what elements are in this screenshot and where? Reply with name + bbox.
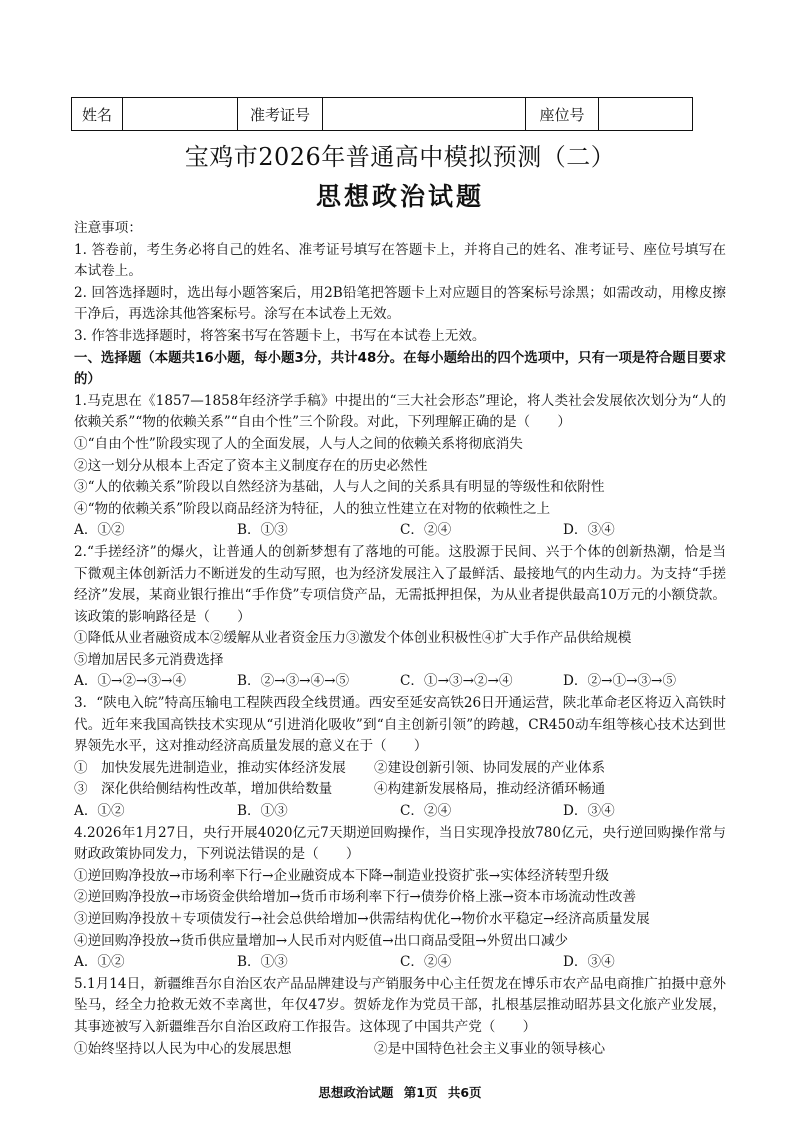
page-footer — [0, 1083, 800, 1101]
exam-content — [74, 218, 726, 1060]
name-field[interactable] — [123, 98, 238, 131]
option-c[interactable]: C．①→③→②→④ — [400, 673, 513, 690]
option-b[interactable]: B．②→③→④→⑤ — [237, 673, 350, 690]
seat-field[interactable] — [599, 98, 693, 131]
footer-total-pages: 共6页 — [447, 1085, 482, 1100]
option-d[interactable]: D．②→①→③→⑤ — [563, 673, 677, 690]
option-c[interactable]: C．②④ — [400, 522, 452, 539]
exam-number-field[interactable] — [323, 98, 526, 131]
option-a[interactable]: A．①→②→③→④ — [74, 673, 186, 690]
q1-statement: ②这一划分从根本上否定了资本主义制度存在的历史必然性 — [74, 457, 428, 474]
option-c[interactable]: C．②④ — [400, 803, 452, 820]
name-label: 姓名 — [72, 98, 123, 131]
question-4-stem: 4.2026年1月27日，央行开展4020亿元7天期逆回购操作，当日实现净投放780亿元，央行逆回购操作常与财政政策协同发力，下列说法错误的是（ ） — [74, 824, 726, 863]
q4-statement: ①逆回购净投放→市场利率下行→企业融资成本下降→制造业投资扩张→实体经济转型升级 — [74, 867, 609, 884]
exam-subtitle: 思想政治试题 — [315, 182, 484, 211]
q1-statement: ①“自由个性”阶段实现了人的全面发展，人与人之间的依赖关系将彻底消失 — [74, 435, 523, 452]
option-a[interactable]: A．①② — [74, 954, 125, 971]
q2-statement: ①降低从业者融资成本②缓解从业者资金压力③激发个体创业积极性④扩大手作产品供给规模 — [74, 630, 632, 647]
q1-statement: ③“人的依赖关系”阶段以自然经济为基础，人与人之间的关系具有明显的等级性和依附性 — [74, 479, 605, 496]
q3-statement-row — [74, 779, 726, 801]
option-a[interactable]: A．①② — [74, 522, 125, 539]
q1-options — [74, 520, 726, 542]
q5-statement: ①始终坚持以人民为中心的发展思想 — [74, 1040, 292, 1057]
q3-statement: ① 加快发展先进制造业，推动实体经济发展 — [74, 759, 346, 776]
exam-title: 宝鸡市2026年普通高中模拟预测（二） — [184, 143, 616, 171]
option-d[interactable]: D．③④ — [563, 803, 615, 820]
q3-statement: ④构建新发展格局，推动经济循环畅通 — [374, 781, 606, 798]
footer-page-number: 第1页 — [403, 1085, 438, 1100]
q5-statement-row — [74, 1039, 726, 1061]
option-a[interactable]: A．①② — [74, 803, 125, 820]
q3-statement: ③ 深化供给侧结构性改革，增加供给数量 — [74, 781, 333, 798]
q1-statement: ④“物的依赖关系”阶段以商品经济为特征，人的独立性建立在对物的依赖性之上 — [74, 500, 551, 517]
option-d[interactable]: D．③④ — [563, 954, 615, 971]
question-2-stem: 2.“手搓经济”的爆火，让普通人的创新梦想有了落地的可能。这股源于民间、兴于个体的创新热潮，恰是当下微观主体创新活力不断迸发的生动写照，也为经济发展注入了最鲜活、最接地气的内生动力。为支持“手搓经济”发展，某商业银行推出“手作贷”专项信贷产品，无需抵押担保，为从业者提供最高10万元的小额贷款。该政策的影响路径是（ ） — [74, 543, 726, 625]
option-b[interactable]: B．①③ — [237, 954, 288, 971]
q2-options — [74, 671, 726, 693]
candidate-info-table — [71, 97, 693, 131]
option-d[interactable]: D．③④ — [563, 522, 615, 539]
question-3-stem: 3．“陕电入皖”特高压输电工程陕西段全线贯通。西安至延安高铁26日开通运营，陕北革命老区将迈入高铁时代。近年来我国高铁技术实现从“引进消化吸收”到“自主创新引领”的跨越，CR450动车组等核心技术达到世界领先水平，这对推动经济高质量发展的意义在于（ ） — [74, 695, 726, 755]
question-5-stem: 5.1月14日，新疆维吾尔自治区农产品品牌建设与产销服务中心主任贺龙在博乐市农产品电商推广拍摄中意外坠马，经全力抢救无效不幸离世，年仅47岁。贺娇龙作为党员干部，扎根基层推动昭苏县文化旅产业发展，其事迹被写入新疆维吾尔自治区政府工作报告。这体现了中国共产党（ ） — [74, 975, 726, 1035]
section-heading: 一、选择题（本题共16小题，每小题3分，共计48分。在每小题给出的四个选项中，只有一项是符合题目要求的） — [74, 350, 726, 388]
footer-subject: 思想政治试题 — [318, 1085, 394, 1100]
note-item: 2. 回答选择题时，选出每小题答案后，用2B铅笔把答题卡上对应题目的答案标号涂黑；如需改动，用橡皮擦干净后，再选涂其他答案标号。涂写在本试卷上无效。 — [74, 284, 726, 323]
note-item: 3. 作答非选择题时，将答案书写在答题卡上，书写在本试卷上无效。 — [74, 327, 486, 344]
option-b[interactable]: B．①③ — [237, 803, 288, 820]
q4-statement: ③逆回购净投放＋专项债发行→社会总供给增加→供需结构优化→物价水平稳定→经济高质量发展 — [74, 911, 650, 927]
option-c[interactable]: C．②④ — [400, 954, 452, 971]
question-1-stem: 1.马克思在《1857—1858年经济学手稿》中提出的“三大社会形态”理论，将人类社会发展依次划分为“人的依赖关系”“物的依赖关系”“自由个性”三个阶段。对此，下列理解正确的是（ ） — [74, 392, 726, 431]
q4-statement: ④逆回购净投放→货币供应量增加→人民币对内贬值→出口商品受阻→外贸出口减少 — [74, 932, 569, 949]
seat-label: 座位号 — [526, 98, 599, 131]
q3-options — [74, 801, 726, 823]
q3-statement-row — [74, 758, 726, 780]
q2-statement: ⑤增加居民多元消费选择 — [74, 651, 224, 668]
exam-number-label: 准考证号 — [238, 98, 323, 131]
q3-statement: ②建设创新引领、协同发展的产业体系 — [374, 759, 606, 776]
q5-statement: ②是中国特色社会主义事业的领导核心 — [374, 1040, 606, 1057]
notes-heading: 注意事项： — [74, 220, 142, 236]
q4-statement: ②逆回购净投放→市场资金供给增加→货币市场利率下行→债券价格上涨→资本市场流动性改善 — [74, 889, 637, 906]
note-item: 1. 答卷前，考生务必将自己的姓名、准考证号填写在答题卡上，并将自己的姓名、准考证号、座位号填写在本试卷上。 — [74, 241, 726, 280]
q4-options — [74, 952, 726, 974]
option-b[interactable]: B．①③ — [237, 522, 288, 539]
